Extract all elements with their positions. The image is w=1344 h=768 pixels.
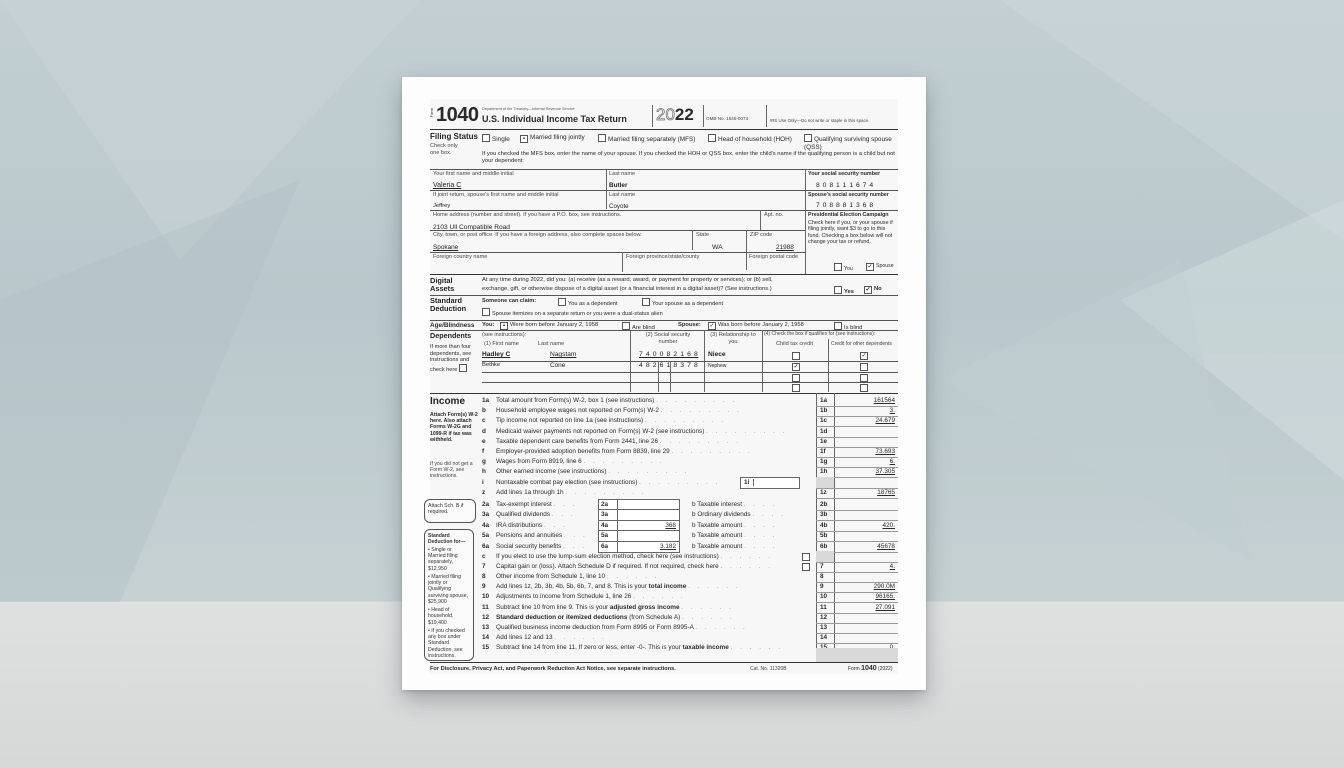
spouse-ssn-field[interactable]: 7 0 8 8 8 1 3 6 8 xyxy=(816,202,874,209)
line-description: Wages from Form 8919, line 6 . . . . . . . . . xyxy=(496,458,665,466)
ssn-label: Your social security number xyxy=(808,171,881,177)
line-number: 7 xyxy=(482,563,486,571)
first-name-field[interactable]: Valeria C xyxy=(433,182,462,189)
filing-single[interactable]: Single xyxy=(482,134,510,144)
filing-status-sub-2: one box. xyxy=(430,150,452,156)
col-other-dependents: Credit for other dependents xyxy=(831,341,892,347)
filing-status-instruction: If you checked the MFS box, enter the name of your spouse. If you checked the HOH or QSS box, enter the child's name if the qualifying person is a child but not your dependent: xyxy=(482,151,895,164)
line-number: h xyxy=(482,468,486,476)
line-ref: 1h xyxy=(820,468,828,476)
dependent-last-name[interactable]: Cone xyxy=(550,362,566,369)
child-credit-checkbox[interactable] xyxy=(792,374,800,382)
income-line xyxy=(482,603,898,613)
election-you[interactable]: You xyxy=(834,263,853,272)
tax-form-page xyxy=(402,77,926,690)
dependent-relationship[interactable]: Niece xyxy=(708,351,726,358)
income-attach-note: Attach Form(s) W-2 here. Also attach Forms W-2G and 1099-R if tax was withheld. xyxy=(430,412,478,443)
income-line xyxy=(482,437,898,447)
line-b-description: b Taxable amount . . . . xyxy=(692,521,778,529)
line-description: Medicaid waiver payments not reported on Form(s) W-2 (see instructions) . . . . . . . . . xyxy=(496,427,788,435)
line-description: Tax-exempt interest . . . xyxy=(496,501,578,508)
line-ref: 10 xyxy=(820,593,828,601)
line-description: Add lines 12 and 13 . . . . . . xyxy=(496,633,607,641)
line-description: Employer-provided adoption benefits from Form 8839, line 29 . . . . . . . . . xyxy=(496,448,753,455)
line-ref: 6b xyxy=(820,542,828,550)
digital-assets-no[interactable]: ✓ No xyxy=(865,286,882,293)
income-line xyxy=(482,572,898,582)
line-description: Qualified business income deduction from Form 8995 or Form 8995-A . . . . . . xyxy=(496,623,748,631)
line-number: c xyxy=(482,553,486,560)
line-number: z xyxy=(482,488,486,496)
line-amount-field[interactable]: 24.679 xyxy=(875,417,895,425)
income-line xyxy=(482,447,898,457)
you-blind[interactable]: Are blind xyxy=(622,322,655,332)
dependent-ssn[interactable]: 7 4 0 0 8 2 1 6 8 xyxy=(639,351,699,358)
line-description: Subtract line 14 from line 11. If zero or less, enter -0-. This is your taxable income . . . . . . xyxy=(496,643,784,651)
form-number: 1040 xyxy=(436,104,479,126)
dependent-first-name[interactable]: Hadley C xyxy=(482,351,511,358)
checkbox[interactable] xyxy=(622,322,630,330)
footer-form-id: Form 1040 (2022) xyxy=(848,665,893,672)
other-credit-checkbox[interactable] xyxy=(860,384,868,392)
line-a-amount-field[interactable]: 4a 368 xyxy=(598,520,680,532)
foreign-country-label: Foreign country name xyxy=(433,254,488,260)
line-number: e xyxy=(482,437,486,445)
income-line-pair xyxy=(482,500,898,510)
line-number: 13 xyxy=(482,623,490,631)
first-name-label: Your first name and middle initial xyxy=(433,171,514,177)
line-description: Add lines 1z, 2b, 3b, 4b, 5b, 6b, 7, and 8. This is your total income . . . . . . xyxy=(496,583,741,591)
address-label: Home address (number and street). If you have a P.O. box, see instructions. xyxy=(433,212,622,218)
standard-deduction-note: Standard Deduction for— • Single or Married filing separately, $12,950 • Married filing jointly or Qualifying surviving spouse, $25,900 • Head of household, $19,400 • If you checked any box under Standard Deduction, see instructions. xyxy=(424,529,474,661)
filing-married-separately[interactable]: Married filing separately (MFS) xyxy=(598,134,695,144)
line-ref: 1a xyxy=(820,397,828,404)
checkbox[interactable] xyxy=(482,134,490,142)
shaded-area xyxy=(816,648,898,662)
line-ref: 1d xyxy=(820,427,828,435)
line-ref: 1b xyxy=(820,407,828,415)
line-ref: 14 xyxy=(820,633,828,641)
line-checkbox[interactable] xyxy=(802,553,810,561)
line-description: Add lines 1a through 1h . . . . . . . . . xyxy=(496,488,647,496)
income-line xyxy=(482,623,898,633)
col-relationship: (3) Relationship to you xyxy=(710,332,756,345)
line-amount-field[interactable]: 6. xyxy=(889,458,895,466)
line-number: 2a xyxy=(482,501,490,508)
line-a-amount-field[interactable]: 2a xyxy=(598,499,680,511)
line-description: Other income from Schedule 1, line 10 . . . . . . xyxy=(496,573,660,581)
spouse-last-field[interactable]: Coyote xyxy=(609,203,629,210)
dependent-row-1 xyxy=(482,351,898,361)
checkbox[interactable] xyxy=(834,322,842,330)
income-line xyxy=(482,633,898,643)
line-ref: 8 xyxy=(820,573,824,581)
checkbox-checked[interactable]: ✓ xyxy=(709,323,715,329)
col-last-name: Last name xyxy=(538,341,565,347)
income-line xyxy=(482,416,898,426)
col-first-name: (1) First name xyxy=(484,341,519,347)
zip-field[interactable]: 21988 xyxy=(776,244,794,251)
line-amount-field[interactable]: 290.0M xyxy=(873,583,895,591)
line-amount-field[interactable]: 3. xyxy=(889,407,895,415)
dependents-side-text: If more than four dependents, see instructions and check here xyxy=(430,344,472,374)
line-ref: 4b xyxy=(820,521,828,529)
line-ref: 11 xyxy=(820,603,827,611)
dependent-row-3 xyxy=(482,373,898,382)
line-description: Tip income not reported on line 1a (see instructions) . . . . . . . . . xyxy=(496,417,727,425)
income-line-pair xyxy=(482,531,898,541)
line-ref: 3b xyxy=(820,511,828,519)
other-credit-checkbox-checked[interactable]: ✓ xyxy=(861,353,867,359)
line-number: 12 xyxy=(482,613,490,621)
you-born-before[interactable]: ▪ Were born before January 2, 1958 xyxy=(500,322,598,330)
filing-head-of-household[interactable]: Head of household (HOH) xyxy=(708,134,792,144)
other-credit-checkbox[interactable] xyxy=(860,363,868,371)
shaded-cell xyxy=(816,477,834,488)
state-label: State xyxy=(696,232,710,238)
line-number: 9 xyxy=(482,583,486,591)
dependents-instructions: (see instructions): xyxy=(482,332,527,338)
spouse-last-label: Last name xyxy=(609,192,636,198)
income-line xyxy=(482,562,898,572)
income-line xyxy=(482,488,898,498)
line-checkbox[interactable] xyxy=(802,563,810,571)
spouse-blind[interactable]: Is blind xyxy=(834,322,862,332)
inline-amount-box[interactable]: 1i xyxy=(740,477,800,489)
shaded-cell xyxy=(816,551,834,562)
line-description: Capital gain or (loss). Attach Schedule D if required. If not required, check here . . . . . . xyxy=(496,563,774,571)
line-description: If you elect to use the lump-sum election method, check here (see instructions) . . . . . . xyxy=(496,553,774,560)
digital-assets-yes[interactable]: Yes xyxy=(834,286,854,296)
state-field[interactable]: WA xyxy=(712,244,723,251)
col-check-qualifies: (4) Check the box if qualifies for (see instructions): xyxy=(764,331,876,337)
foreign-province-label: Foreign province/state/county xyxy=(626,254,700,260)
line-amount-field[interactable]: 27.091 xyxy=(875,603,895,611)
line-number: f xyxy=(482,448,485,455)
col-ssn: (2) Social security number xyxy=(645,332,691,345)
line-amount-field[interactable]: 37.305 xyxy=(875,468,895,476)
income-line xyxy=(482,457,898,467)
line-a-amount-field[interactable]: 6a 3.182 xyxy=(598,541,680,553)
city-field[interactable]: Spokane xyxy=(433,244,459,251)
checkbox-checked[interactable]: ▪ xyxy=(500,322,508,330)
last-name-label: Last name xyxy=(609,171,636,177)
digital-assets-label: Digital Assets xyxy=(430,276,455,293)
line-ref: 1g xyxy=(820,458,828,466)
apt-label: Apt. no. xyxy=(764,212,784,218)
line-description: Other earned income (see instructions) . . . . . . . . . xyxy=(496,468,690,476)
checkbox[interactable] xyxy=(598,134,606,142)
line-description: Pensions and annuities . . . xyxy=(496,532,588,540)
child-credit-checkbox-checked[interactable]: ✓ xyxy=(793,364,799,370)
checkbox-checked[interactable]: ✓ xyxy=(867,264,873,270)
dependent-relationship[interactable]: Nephew xyxy=(708,363,727,369)
checkbox[interactable] xyxy=(708,134,716,142)
dependent-last-name[interactable]: Nagstam xyxy=(550,351,577,358)
income-line xyxy=(482,592,898,602)
line-amount-field[interactable]: 18765 xyxy=(877,488,895,496)
dependent-ssn[interactable]: 4 8 2 6 1 8 3 7 8 xyxy=(639,362,699,369)
address-field[interactable]: 2103 Ull Compatible Road xyxy=(433,224,510,231)
line-b-description: b Ordinary dividends . . . . xyxy=(692,511,786,519)
spouse-as-dependent[interactable]: Your spouse as a dependent xyxy=(642,298,723,308)
line-b-description: b Taxable amount . . . . xyxy=(692,532,778,540)
line-number: 11 xyxy=(482,603,489,611)
filing-status-label: Filing Status xyxy=(430,132,478,141)
checkbox-checked[interactable]: ▪ xyxy=(520,135,528,143)
income-line-pair xyxy=(482,542,898,552)
line-ref: 1c xyxy=(820,417,828,425)
more-dependents-checkbox[interactable] xyxy=(459,364,467,372)
zip-label: ZIP code xyxy=(750,232,773,238)
line-amount-field[interactable]: 45678 xyxy=(877,542,895,550)
income-line xyxy=(482,478,898,488)
line-a-amount-field[interactable]: 5a xyxy=(598,530,680,542)
dependent-first-name[interactable]: Bethke xyxy=(482,362,501,368)
filing-qualifying-spouse[interactable]: Qualifying surviving spouse (QSS) xyxy=(804,136,892,151)
line-ref: 12 xyxy=(820,613,828,621)
dependents-label: Dependents xyxy=(430,331,472,340)
line-number: d xyxy=(482,427,486,435)
dependent-row-4 xyxy=(482,383,898,392)
spouse-born-before[interactable]: ✓ Was born before January 2, 1958 xyxy=(709,322,804,329)
line-number: i xyxy=(482,478,484,486)
child-credit-checkbox[interactable] xyxy=(792,384,800,392)
checkbox[interactable] xyxy=(804,134,812,142)
line-amount-field[interactable]: 4. xyxy=(889,563,895,571)
line-b-description: b Taxable interest . . . . xyxy=(692,501,778,508)
checkbox[interactable] xyxy=(834,286,842,294)
line-ref: 2b xyxy=(820,501,828,508)
line-ref: 1f xyxy=(820,448,826,455)
tax-year: 2022 xyxy=(656,105,694,124)
line-amount-field[interactable]: 73.693 xyxy=(875,448,895,455)
line-description: Qualified dividends . . . xyxy=(496,511,576,519)
income-line xyxy=(482,396,898,406)
line-description: Total amount from Form(s) W-2, box 1 (see instructions) . . . . . . . . . xyxy=(496,397,738,404)
line-description: Standard deduction or itemized deductions (from Schedule A) . . . . . . xyxy=(496,613,735,621)
dependent-row-2 xyxy=(482,362,898,372)
line-amount-field[interactable]: 420. xyxy=(882,521,895,529)
form-label: Form xyxy=(429,108,434,118)
line-description: Subtract line 10 from line 9. This is your adjusted gross income . . . . . . xyxy=(496,603,734,611)
digital-assets-text-2: exchange, gift, or otherwise dispose of a digital asset (or a financial interest in a digital asset)? (See instructions.) xyxy=(482,286,772,292)
city-label: City, town, or post office. If you have a foreign address, also complete spaces below. xyxy=(433,232,642,238)
checkbox[interactable] xyxy=(642,298,650,306)
spouse-ssn-label: Spouse's social security number xyxy=(808,192,889,198)
age-spouse-label: Spouse: xyxy=(678,322,701,328)
digital-assets-text-1: At any time during 2022, did you: (a) receive (as a reward, award, or payment for property or services); or (b) sell, xyxy=(482,277,773,283)
line-ref: 7 xyxy=(820,563,824,571)
line-b-description: b Taxable amount . . . . xyxy=(692,542,778,550)
line-amount-field[interactable]: 161564 xyxy=(873,397,895,404)
line-description: IRA distributions . . . xyxy=(496,521,568,529)
line-a-amount-field[interactable]: 3a xyxy=(598,509,680,521)
line-description: Social security benefits . . . xyxy=(496,542,588,550)
income-line xyxy=(482,582,898,592)
line-number: g xyxy=(482,458,486,466)
age-you-label: You: xyxy=(482,322,495,328)
form-1040 xyxy=(430,99,898,674)
you-as-dependent[interactable]: You as a dependent xyxy=(558,298,618,308)
income-line xyxy=(482,467,898,477)
spouse-itemizes[interactable]: Spouse itemizes on a separate return or you were a dual-status alien xyxy=(482,308,663,318)
standard-deduction-label: Standard Deduction xyxy=(430,296,467,313)
someone-can-claim: Someone can claim: xyxy=(482,298,537,304)
line-ref: 1e xyxy=(820,437,828,445)
omb-number: OMB No. 1545-0074 xyxy=(706,116,749,121)
line-description: Adjustments to income from Schedule 1, line 26 . . . . . . xyxy=(496,593,686,601)
income-line-pair xyxy=(482,510,898,520)
department: Department of the Treasury—Internal Revenue Service xyxy=(482,107,575,111)
spouse-first-field[interactable]: Jeffrey xyxy=(433,203,451,209)
checkbox[interactable] xyxy=(834,263,842,271)
ssn-field[interactable]: 8 0 8 1 1 1 6 7 4 xyxy=(816,182,874,189)
line-number: b xyxy=(482,407,486,415)
line-number: 8 xyxy=(482,573,486,581)
election-campaign-text: Check here if you, or your spouse if filing jointly, want $3 to go to this fund. Checking a box below will not change your tax or refund. xyxy=(808,220,893,246)
line-ref: 13 xyxy=(820,623,828,631)
income-line xyxy=(482,406,898,416)
line-number: c xyxy=(482,417,486,425)
filing-married-jointly[interactable]: ▪ Married filing jointly xyxy=(520,134,585,143)
spouse-first-label: If joint return, spouse's first name and middle initial xyxy=(433,192,559,198)
other-credit-checkbox[interactable] xyxy=(860,374,868,382)
income-line-pair xyxy=(482,521,898,531)
line-number: 15 xyxy=(482,643,490,651)
line-number: 5a xyxy=(482,532,490,540)
income-line xyxy=(482,427,898,437)
income-line xyxy=(482,613,898,623)
line-ref: 5b xyxy=(820,532,828,540)
line-description: Nontaxable combat pay election (see instructions) . . . . . . . . . xyxy=(496,478,721,486)
filing-status-sub-1: Check only xyxy=(430,143,458,149)
foreign-postal-label: Foreign postal code xyxy=(749,254,799,260)
election-spouse[interactable]: ✓ Spouse xyxy=(867,263,894,270)
line-number: 6a xyxy=(482,542,490,550)
income-line xyxy=(482,552,898,562)
footer-notice: For Disclosure, Privacy Act, and Paperwork Reduction Act Notice, see separate instructions. xyxy=(430,666,676,672)
line-number: 4a xyxy=(482,521,490,529)
line-amount-field[interactable]: 96165. xyxy=(875,593,895,601)
child-credit-checkbox[interactable] xyxy=(792,352,800,360)
line-ref: 1z xyxy=(820,488,827,496)
income-label: Income xyxy=(430,396,466,407)
line-number: 3a xyxy=(482,511,490,519)
line-description: Household employee wages not reported on Form(s) W-2 . . . . . . . . . xyxy=(496,407,742,415)
footer-cat-no: Cat. No. 11320B xyxy=(750,666,787,672)
line-description: Taxable dependent care benefits from Form 2441, line 26 . . . . . . . . . xyxy=(496,437,741,445)
election-campaign-title: Presidential Election Campaign xyxy=(808,212,889,218)
line-ref: 9 xyxy=(820,583,824,591)
income-no-w2-note: If you did not get a Form W-2, see instructions. xyxy=(430,461,473,480)
checkbox[interactable] xyxy=(558,298,566,306)
col-child-tax-credit: Child tax credit xyxy=(776,341,813,347)
line-number: 1a xyxy=(482,397,490,404)
line-number: 10 xyxy=(482,593,490,601)
irs-use-only: IRS Use Only—Do not write or staple in this space. xyxy=(770,118,870,123)
attach-schedule-b-note: Attach Sch. B if required. xyxy=(424,499,476,523)
form-title: U.S. Individual Income Tax Return xyxy=(482,114,627,124)
checkbox[interactable] xyxy=(482,308,490,316)
age-blindness-label: Age/Blindness xyxy=(430,322,475,329)
last-name-field[interactable]: Butler xyxy=(609,182,628,189)
checkbox-checked[interactable]: ✓ xyxy=(865,287,871,293)
line-number: 14 xyxy=(482,633,490,641)
